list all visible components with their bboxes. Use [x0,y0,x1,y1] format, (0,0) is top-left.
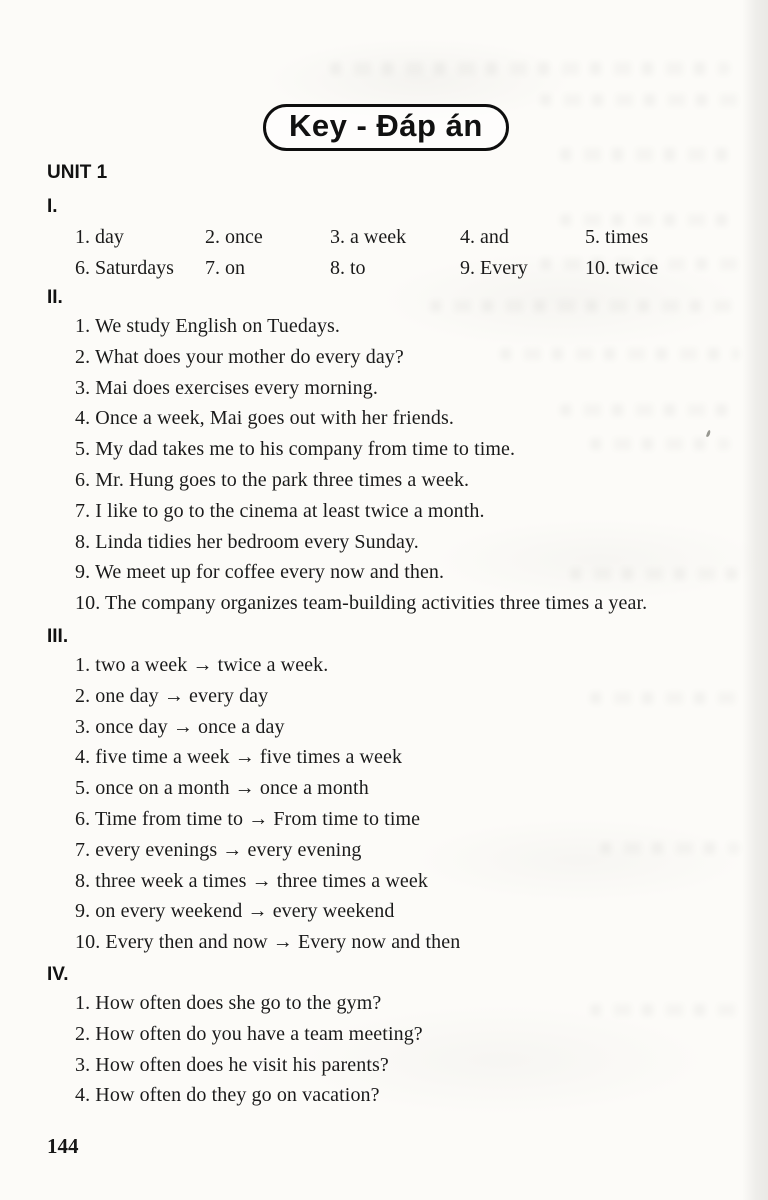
list-item: 6. Mr. Hung goes to the park three times a week. [75,468,470,491]
list-item: 8. Linda tidies her bedroom every Sunday. [75,530,419,553]
section-2-label: II. [47,287,63,308]
list-item: 4. Once a week, Mai goes out with her friends. [75,407,454,430]
answer-item: 1. day [75,226,124,248]
list-item: 3. Mai does exercises every morning. [75,376,378,399]
section-4-label: IV. [47,963,69,985]
list-item: 4. How often do they go on vacation? [75,1084,380,1107]
page-number: 144 [47,1134,79,1158]
answer-item: 5. times [585,226,649,248]
list-item: 1. How often does she go to the gym? [75,991,382,1014]
unit-heading: UNIT 1 [47,162,108,183]
list-item: 2. How often do you have a team meeting? [75,1022,423,1045]
list-item: 8. three week a times → three times a week [75,869,428,892]
list-item: 4. five time a week → five times a week [75,746,403,769]
list-item: 5. My dad takes me to his company from time to time. [75,438,516,461]
list-item: 1. We study English on Tuedays. [75,315,341,337]
answer-item: 8. to [330,257,366,279]
list-item: 7. I like to go to the cinema at least twice a month. [75,499,485,522]
list-item: 10. The company organizes team-building activities three times a year. [75,592,648,615]
page-title-box [263,104,509,151]
answer-item: 2. once [205,226,263,248]
section-2-items [75,311,748,619]
list-item: 3. once day → once a day [75,715,285,738]
page-title: Key - Đáp án [289,108,483,143]
answer-item: 7. on [205,257,245,279]
section-1-label: I. [47,196,58,217]
section-1-answer-grid [75,222,748,284]
answer-item: 3. a week [330,226,407,248]
list-item: 2. What does your mother do every day? [75,345,404,368]
answer-item: 4. and [460,226,509,248]
list-item: 10. Every then and now → Every now and then [75,931,461,954]
list-item: 1. two a week → twice a week. [75,653,329,676]
section-3-items [75,650,748,958]
list-item: 9. on every weekend → every weekend [75,900,395,923]
answer-item: 10. twice [585,257,659,279]
answer-item: 6. Saturdays [75,257,174,279]
list-item: 2. one day → every day [75,684,269,707]
section-4-items [75,988,748,1111]
list-item: 9. We meet up for coffee every now and then. [75,561,445,584]
list-item: 7. every evenings → every evening [75,838,362,861]
section-3-label: III. [47,625,69,647]
list-item: 5. once on a month → once a month [75,777,369,800]
list-item: 3. How often does he visit his parents? [75,1053,389,1076]
list-item: 6. Time from time to → From time to time [75,807,421,830]
answer-item: 9. Every [460,257,528,279]
